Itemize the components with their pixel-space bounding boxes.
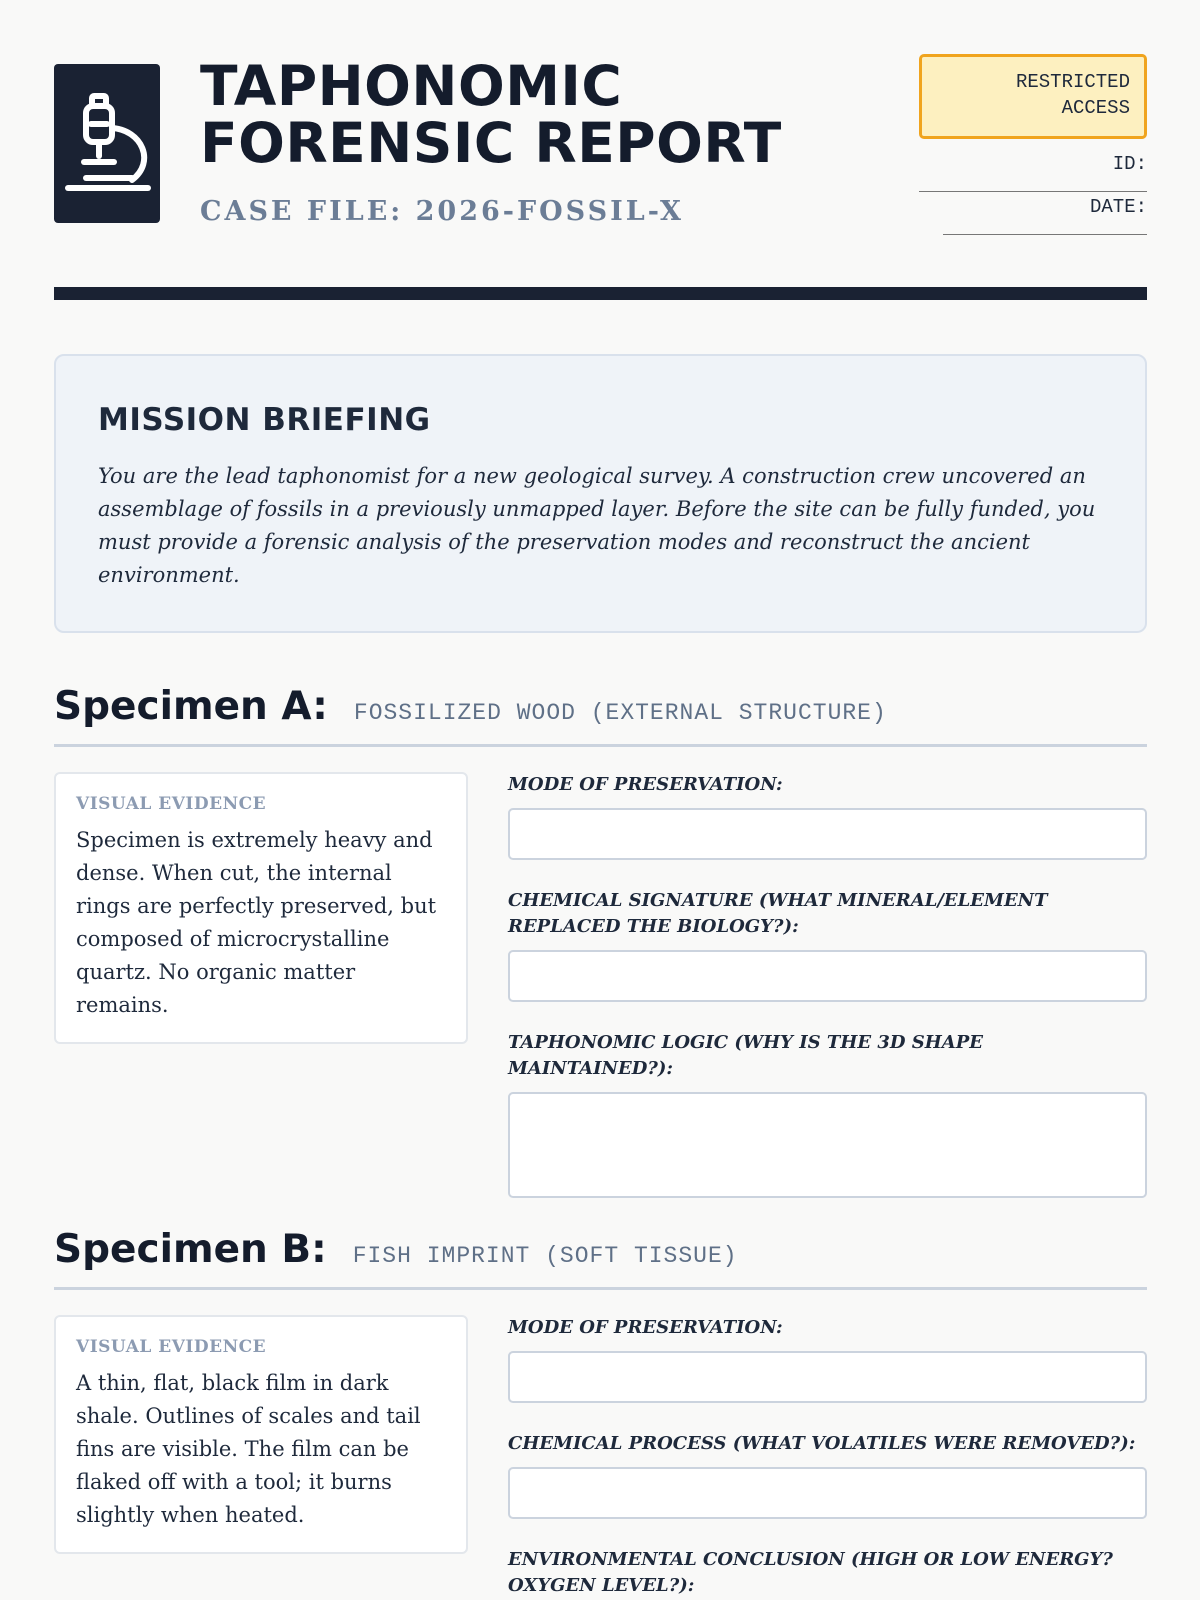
id-label: ID: [1112, 153, 1147, 175]
report-title [200, 54, 782, 175]
evidence-text: A thin, flat, black film in dark shale. Outlines of scales and tail fins are visible. The film can be flaked off with a tool; it burns slightly when heated. [76, 1371, 421, 1527]
mode-of-preservation-label: MODE OF PRESERVATION: [508, 1317, 783, 1338]
briefing-text: You are the lead taphonomist for a new geological survey. A construction crew uncovered an assemblage of fossils in a previously unmapped layer. Before the site can be fully funded, you must provide a forensic analysis of the preservation modes and reconstruct the ancient environment. [98, 464, 1096, 587]
chemical-process-input[interactable] [508, 1467, 1147, 1519]
environmental-conclusion-label: ENVIRONMENTAL CONCLUSION (HIGH OR LOW ENERGY? OXYGEN LEVEL?): [508, 1549, 1113, 1596]
evidence-label: VISUAL EVIDENCE [76, 794, 267, 814]
mode-of-preservation-input[interactable] [508, 808, 1147, 860]
mode-of-preservation-label: MODE OF PRESERVATION: [508, 774, 783, 795]
taphonomic-logic-label: TAPHONOMIC LOGIC (WHY IS THE 3D SHAPE MAINTAINED?): [508, 1032, 983, 1079]
specimen-b-fields [508, 1315, 1147, 1599]
specimen-a-subtitle: FOSSILIZED WOOD (EXTERNAL STRUCTURE) [353, 700, 887, 726]
chemical-signature-label: CHEMICAL SIGNATURE (WHAT MINERAL/ELEMENT REPLACED THE BIOLOGY?): [508, 890, 1048, 937]
specimen-a-evidence-card [54, 772, 468, 1044]
title-block [200, 54, 782, 227]
restricted-badge-line1: RESTRICTED [1015, 71, 1130, 93]
mode-of-preservation-input[interactable] [508, 1351, 1147, 1403]
specimen-a-title: Specimen A: [54, 684, 328, 729]
specimen-b-section [54, 1227, 1147, 1596]
specimen-b-title: Specimen B: [54, 1227, 327, 1272]
evidence-text: Specimen is extremely heavy and dense. When cut, the internal rings are perfectly preserved, but composed of microcrystalline quartz. No organic matter remains. [76, 828, 437, 1017]
restricted-access-badge [919, 54, 1147, 139]
date-label: DATE: [1089, 196, 1147, 218]
specimen-b-subtitle: FISH IMPRINT (SOFT TISSUE) [352, 1243, 738, 1269]
microscope-icon [54, 64, 160, 223]
briefing-heading: MISSION BRIEFING [98, 402, 431, 438]
chemical-process-label: CHEMICAL PROCESS (WHAT VOLATILES WERE REMOVED?): [508, 1433, 1136, 1454]
specimen-a-section [54, 684, 1147, 1079]
specimen-b-evidence-card [54, 1315, 468, 1554]
report-header [54, 0, 1147, 300]
specimen-b-header [54, 1227, 1147, 1290]
mission-briefing [54, 354, 1147, 633]
evidence-label: VISUAL EVIDENCE [76, 1337, 267, 1357]
taphonomic-logic-textarea[interactable] [508, 1092, 1147, 1198]
specimen-a-fields [508, 772, 1147, 1226]
header-divider [54, 287, 1147, 300]
restricted-badge-line2: ACCESS [1061, 97, 1130, 119]
specimen-a-header [54, 684, 1147, 747]
chemical-signature-input[interactable] [508, 950, 1147, 1002]
meta-panel [919, 54, 1147, 235]
report-title-line2: FORENSIC REPORT [200, 111, 782, 175]
case-file-label: CASE FILE: 2026-FOSSIL-X [200, 196, 684, 227]
report-page [54, 0, 1147, 1596]
id-field-line[interactable] [919, 191, 1147, 192]
date-field-line[interactable] [943, 234, 1147, 235]
report-title-line1: TAPHONOMIC [200, 54, 623, 118]
